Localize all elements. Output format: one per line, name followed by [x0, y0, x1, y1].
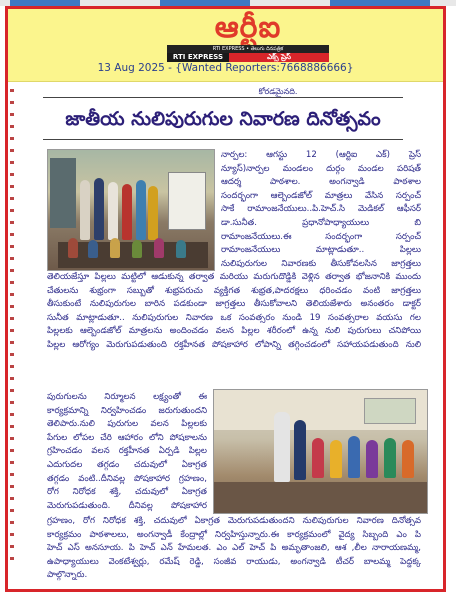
article-line: న్యూస్)నార్పల మండలం దుర్గం మండల పరిషత్ — [221, 163, 421, 174]
article-line: పాల్గొన్నారు. — [47, 570, 88, 581]
article-line: చేతులను శుభ్రంగా సబ్బుతో శుభ్రపరుచు వ్యక్తిగత శుభ్రత,పాదరక్షలు ధరించడం వంటి జాగ్రత్తలు — [47, 285, 421, 296]
article-line: డా.సునీత. ప్రధానోపాధ్యాయులు బి — [221, 218, 421, 228]
article-line: గ్రహణం, రోగ నిరోధక శక్తి, చదువులో ఏకాగ్రత మెరుగుపడుతుందని నులిపురుగుల నివారణ దినోత్సవ — [47, 516, 421, 526]
article-line: తీసుకుంటే నులిపురుగుల బారిన పడకుండా జాగ్రత్తలు తీసుకోవాలని తెలియజేశారు అనంతరం డాక్టర్ — [47, 299, 421, 310]
article-line: హెచ్ ఎస్ అనసూయ. పి హెచ్ ఎన్ హేమలత. ఎం ఎల్ హెచ్ పి అమృతాంజలి, ఆశ ,లీల నారాయణమ్మ, — [47, 543, 421, 554]
article-line: సునీత మాట్లాడుతూ.. నులిపురుగుల నివారణ ఒక సంవత్సరం నుండి 19 సంవత్సరాల వయసు గల — [47, 312, 421, 323]
article-line: నులిపురుగుల నివారణకు తీసుకోవలసిన జాగ్రత్తలు — [221, 258, 421, 269]
article-line: తగ్గడం వంటి..దీనివల్ల పోషకాహార గ్రహణం, — [47, 473, 207, 484]
article-line: సందర్భంగా ఆల్బెండజోల్ మాత్రలు వేసిన సర్పంచ్ — [221, 190, 421, 201]
article-body — [8, 9, 443, 589]
logo-english-name: RTI EXPRESS — [167, 53, 229, 62]
logo-tagline: RTI EXPRESS • తెలుగు దినపత్రిక — [212, 46, 284, 52]
article-line: రోగ నిరోధక శక్తి, చదువులో ఏకాగ్రత — [47, 487, 207, 498]
dateline: 13 Aug 2025 - {Wanted Reporters:7668886666} — [97, 62, 354, 74]
article-line: పిల్లల ఆరోగ్యం మెరుగుపడుతుంది రక్తహీనత పోషకాహార లోపాన్ని తగ్గించడంలో సహాయపడుతుంది నులి — [47, 340, 421, 350]
article-line: కార్యక్రమం పాఠశాలలు, అంగన్వాడీ కేంద్రాల్లో నిర్వహిస్తున్నారు.ఈ కార్యక్రమంలో వైద్య సిబ్బంది ఎం పి — [47, 529, 421, 540]
logo-telugu-name: ఎక్స్ ప్రెస్ — [229, 53, 329, 62]
article-line: పురుగులను నిర్మూలన లక్ష్యంతో ఈ — [47, 392, 207, 402]
article-line: తెలియజేస్తూ పిల్లలు మట్టిలో ఆడుకున్న తర్వాత మరియు మరుగుదొడ్డికి వెళ్లిన తర్వాత భోజనానికి ముందు — [47, 272, 421, 282]
article-line: రామాంజనేయులు మాట్లాడుతూ.. పిల్లలు — [221, 245, 421, 256]
article-line: సాకే రామాంజనేయులు..పి.హెచ్.సి మెడికల్ ఆఫీసర్ — [221, 204, 421, 215]
article-line: పిల్లలకు ఆల్బెండజోల్ మాత్రలను అందించడం వలన పిల్లల శరీరంలో ఉన్న నులి పురుగులు చనిపోయి — [47, 326, 421, 337]
article-line: తెలిపారు.నులి పురుగుల వలన పిల్లలకు — [47, 419, 207, 430]
article-line: ఎదుగుదల తగ్గడం చదువులో ఏకాగ్రత — [47, 460, 207, 470]
headline: జాతీయ నులిపురుగుల నివారణ దినోత్సవం — [65, 108, 381, 130]
article-line: నార్పల: ఆగస్టు 12 (ఆర్టిఐ ఎక్) ప్రెస్ — [221, 150, 421, 160]
article-line: రామాంజనేయులు.ఈ సందర్భంగా సర్పంచ్ — [221, 231, 421, 242]
logo-title: ఆర్టీఐ — [214, 10, 282, 45]
article-line: గ్రహించడం వలన రక్తహీనత ఏర్పడి పిల్లల — [47, 446, 207, 457]
article-line: మెరుగుపడుతుంది. దీనివల్ల పోషకాహార — [47, 500, 207, 511]
article-line: ఆదర్శ పాఠశాల. అంగన్వాడి పాఠశాల — [221, 177, 421, 188]
article-line: కార్యక్రమాన్ని నిర్వహించడం జరుగుతుందని — [47, 405, 207, 416]
newspaper-clipping — [5, 6, 446, 592]
article-line: పేగుల లోపల చేరి ఆహారం లోని పోషకాలను — [47, 432, 207, 443]
previous-article-fragment: కోరడమైనది. — [258, 87, 298, 96]
article-line: ఉపాధ్యాయులు వెంకటేశ్వర్లు, రమేష్ రెడ్డి, సంజీవ రాయుడు, అంగన్వాడి టీచర్ బాలమ్మ పెద్దక్క — [47, 556, 421, 567]
